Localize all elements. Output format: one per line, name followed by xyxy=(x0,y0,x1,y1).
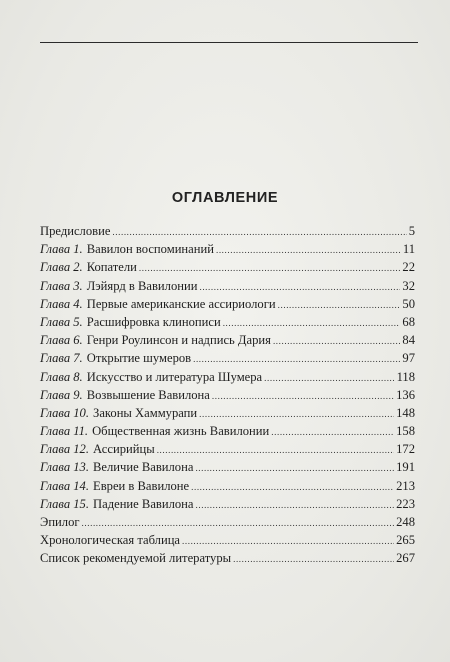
toc-entry-label xyxy=(40,404,197,422)
toc-entry xyxy=(40,422,415,440)
page-number: 213 xyxy=(396,478,415,493)
dot-leader xyxy=(199,405,394,423)
toc-entry xyxy=(40,440,415,458)
toc-entry xyxy=(40,313,415,331)
entry-title: Законы Хаммурапи xyxy=(93,405,198,420)
entry-title: Предисловие xyxy=(40,224,111,238)
entry-title: Список рекомендуемой литературы xyxy=(40,551,232,566)
toc-entry xyxy=(40,531,415,549)
chapter-number: Глава 15. xyxy=(40,496,90,511)
toc-entry xyxy=(40,349,415,367)
chapter-number: Глава 8. xyxy=(40,369,83,384)
page-number: 32 xyxy=(402,278,415,293)
toc-entry xyxy=(40,295,415,313)
page-number: 267 xyxy=(396,551,415,566)
toc-entry-label xyxy=(40,368,262,386)
toc-entry-label xyxy=(40,458,193,476)
toc-list xyxy=(40,222,415,568)
top-rule xyxy=(40,42,418,43)
dot-leader xyxy=(157,441,394,459)
chapter-number: Глава 3. xyxy=(40,278,83,293)
chapter-number: Глава 12. xyxy=(40,442,90,457)
toc-entry xyxy=(40,258,415,276)
entry-title: Ассирийцы xyxy=(93,442,155,457)
toc-entry xyxy=(40,404,415,422)
toc-entry xyxy=(40,495,415,513)
dot-leader xyxy=(233,550,394,568)
entry-title: Генри Роулинсон и надпись Дария xyxy=(86,333,271,348)
page-number: 118 xyxy=(396,369,415,384)
entry-title: Лэйярд в Вавилонии xyxy=(86,278,198,293)
entry-title: Возвышение Вавилона xyxy=(86,387,210,402)
toc-heading: ОГЛАВЛЕНИЕ xyxy=(171,190,279,206)
toc-entry xyxy=(40,477,415,495)
page-number: 5 xyxy=(408,224,415,238)
chapter-number: Глава 13. xyxy=(40,460,90,475)
entry-title: Первые американские ассириологи xyxy=(86,296,276,311)
page-number: 172 xyxy=(396,442,415,457)
chapter-number: Глава 6. xyxy=(40,333,83,348)
toc-entry xyxy=(40,331,415,349)
toc-entry-label xyxy=(40,386,210,404)
toc-entry-label xyxy=(40,549,231,567)
page-number: 148 xyxy=(396,405,415,420)
entry-title: Хронологическая таблица xyxy=(40,533,181,548)
dot-leader xyxy=(195,459,394,477)
page-number: 50 xyxy=(402,296,415,311)
entry-title: Открытие шумеров xyxy=(86,351,192,366)
dot-leader xyxy=(191,478,394,496)
entry-title: Падение Вавилона xyxy=(93,496,194,511)
chapter-number: Глава 2. xyxy=(40,260,83,275)
page-number: 136 xyxy=(396,387,415,402)
page-number: 84 xyxy=(402,333,415,348)
entry-title: Вавилон воспоминаний xyxy=(86,242,214,257)
dot-leader xyxy=(112,223,406,241)
toc-entry-label xyxy=(40,295,276,313)
toc-entry xyxy=(40,222,415,240)
dot-leader xyxy=(196,496,395,514)
page-number: 223 xyxy=(396,496,415,511)
toc-entry-label xyxy=(40,422,269,440)
dot-leader xyxy=(212,387,394,405)
dot-leader xyxy=(182,532,394,550)
toc-entry-label xyxy=(40,240,214,258)
dot-leader xyxy=(271,423,394,441)
entry-title: Искусство и литература Шумера xyxy=(86,369,263,384)
toc-entry-label xyxy=(40,349,191,367)
chapter-number: Глава 1. xyxy=(40,242,83,257)
toc-entry-label xyxy=(40,277,197,295)
entry-title: Величие Вавилона xyxy=(93,460,194,475)
dot-leader xyxy=(139,259,400,277)
entry-title: Общественная жизнь Вавилонии xyxy=(92,424,270,439)
page-number: 22 xyxy=(402,260,415,275)
toc-entry xyxy=(40,513,415,531)
dot-leader xyxy=(273,332,400,350)
chapter-number: Глава 9. xyxy=(40,387,83,402)
page-number: 158 xyxy=(396,424,415,439)
entry-title: Копатели xyxy=(86,260,137,275)
toc-entry xyxy=(40,549,415,567)
toc-entry-label xyxy=(40,258,137,276)
toc-entry xyxy=(40,458,415,476)
toc-entry-label xyxy=(40,477,189,495)
dot-leader xyxy=(199,278,400,296)
toc-entry-label xyxy=(40,513,80,531)
dot-leader xyxy=(223,314,401,332)
toc-entry-label xyxy=(40,495,194,513)
chapter-number: Глава 4. xyxy=(40,296,83,311)
dot-leader xyxy=(193,350,400,368)
toc-entry xyxy=(40,277,415,295)
entry-title: Евреи в Вавилоне xyxy=(93,478,190,493)
page-number: 11 xyxy=(402,242,415,257)
toc-entry xyxy=(40,368,415,386)
page-number: 265 xyxy=(396,533,415,548)
chapter-number: Глава 5. xyxy=(40,314,83,329)
page-number: 97 xyxy=(402,351,415,366)
dot-leader xyxy=(216,241,401,259)
page-number: 68 xyxy=(402,314,415,329)
page-number: 191 xyxy=(396,460,415,475)
dot-leader xyxy=(264,369,394,387)
toc-entry-label xyxy=(40,313,221,331)
page-number: 248 xyxy=(396,515,415,529)
chapter-number: Глава 10. xyxy=(40,405,90,420)
dot-leader xyxy=(82,514,395,532)
toc-entry-label xyxy=(40,222,110,240)
chapter-number: Глава 7. xyxy=(40,351,83,366)
toc-entry xyxy=(40,240,415,258)
entry-title: Эпилог xyxy=(40,515,80,529)
chapter-number: Глава 11. xyxy=(40,424,89,439)
chapter-number: Глава 14. xyxy=(40,478,90,493)
entry-title: Расшифровка клинописи xyxy=(86,314,221,329)
toc-entry-label xyxy=(40,331,271,349)
toc-entry-label xyxy=(40,531,180,549)
toc-entry-label xyxy=(40,440,155,458)
toc-entry xyxy=(40,386,415,404)
dot-leader xyxy=(278,296,401,314)
